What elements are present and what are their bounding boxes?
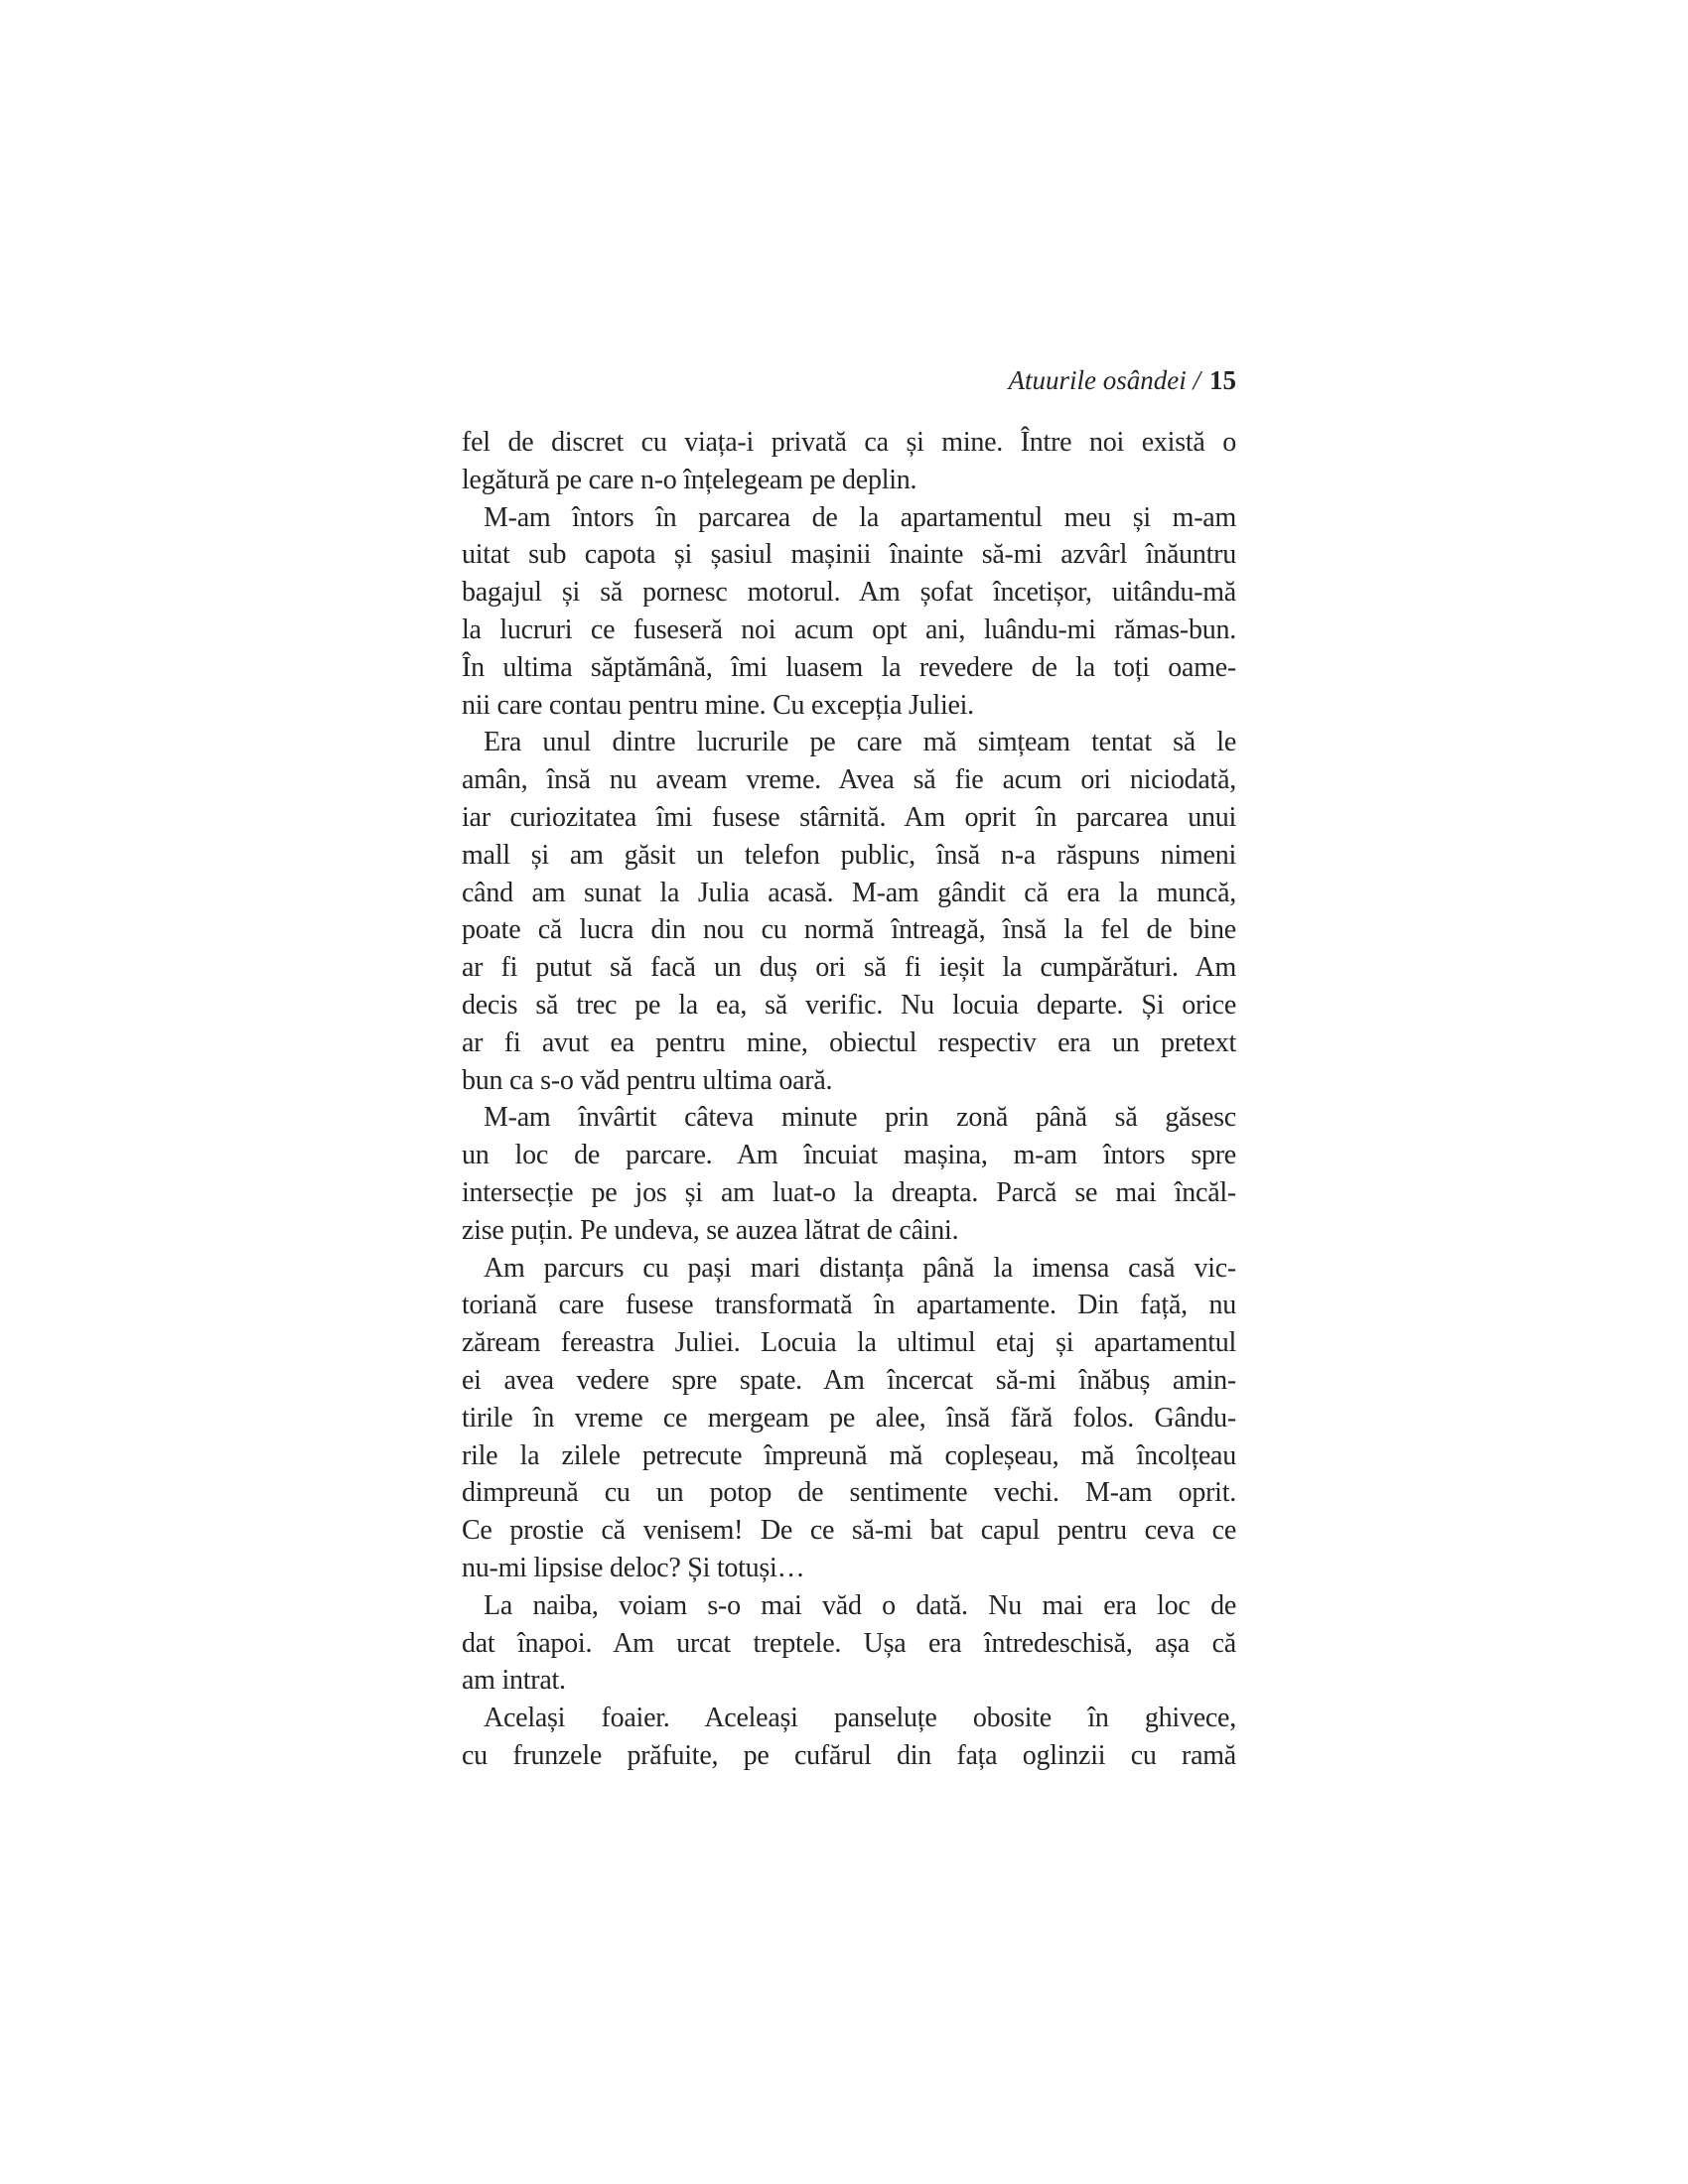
text-line: toriană care fusese transformată în apartamente. Din față, nu bbox=[462, 1290, 1236, 1321]
text-line: Am parcurs cu pași mari distanța până la imensa casă vic- bbox=[484, 1252, 1236, 1284]
text-line: amân, însă nu aveam vreme. Avea să fie acum ori niciodată, bbox=[462, 764, 1236, 796]
text-line: cu frunzele prăfuite, pe cufărul din fața oglinzii cu ramă bbox=[462, 1739, 1236, 1771]
text-line: uitat sub capota și șasiul mașinii înainte să-mi azvârl înăuntru bbox=[462, 539, 1236, 571]
text-line: zise puțin. Pe undeva, se auzea lătrat de câini. bbox=[462, 1214, 959, 1246]
text-line: M-am învârtit câteva minute prin zonă până să găsesc bbox=[484, 1102, 1236, 1134]
body-text bbox=[462, 424, 1236, 1775]
text-line: mall și am găsit un telefon public, însă n-a răspuns nimeni bbox=[462, 839, 1236, 871]
text-line: la lucruri ce fuseseră noi acum opt ani, luându-mi rămas-bun. bbox=[462, 614, 1236, 645]
text-line: În ultima săptămână, îmi luasem la revedere de la toți oame- bbox=[462, 651, 1236, 683]
text-line: intersecție pe jos și am luat-o la dreapta. Parcă se mai încăl- bbox=[462, 1176, 1236, 1208]
text-line: M-am întors în parcarea de la apartamentul meu și m-am bbox=[484, 501, 1236, 533]
text-line: zăream fereastra Juliei. Locuia la ultimul etaj și apartamentul bbox=[462, 1327, 1236, 1359]
text-line: ar fi avut ea pentru mine, obiectul respectiv era un pretext bbox=[462, 1026, 1236, 1058]
text-line: Același foaier. Aceleași panseluțe obosite în ghivece, bbox=[484, 1703, 1236, 1734]
text-line: nu-mi lipsise deloc? Și totuși… bbox=[462, 1552, 805, 1583]
text-line: când am sunat la Julia acasă. M-am gândit că era la muncă, bbox=[462, 877, 1236, 908]
text-line: dat înapoi. Am urcat treptele. Ușa era întredeschisă, așa că bbox=[462, 1627, 1236, 1659]
text-line: dimpreună cu un potop de sentimente vechi. M-am oprit. bbox=[462, 1477, 1236, 1509]
text-line: un loc de parcare. Am încuiat mașina, m-am întors spre bbox=[462, 1140, 1236, 1171]
text-line: decis să trec pe la ea, să verific. Nu locuia departe. Și orice bbox=[462, 989, 1236, 1021]
page-number: 15 bbox=[1209, 365, 1236, 395]
text-line: Ce prostie că venisem! De ce să-mi bat capul pentru ceva ce bbox=[462, 1515, 1236, 1547]
text-line: Era unul dintre lucrurile pe care mă simțeam tentat să le bbox=[484, 727, 1236, 758]
text-line: bun ca s-o văd pentru ultima oară. bbox=[462, 1064, 833, 1096]
text-line: La naiba, voiam s-o mai văd o dată. Nu mai era loc de bbox=[484, 1589, 1236, 1621]
running-header-title: Atuurile osândei / bbox=[1008, 365, 1200, 395]
text-line: ar fi putut să facă un duș ori să fi ieșit la cumpărături. Am bbox=[462, 952, 1236, 984]
text-line: ei avea vedere spre spate. Am încercat să-mi înăbuș amin- bbox=[462, 1364, 1236, 1396]
text-line: poate că lucra din nou cu normă întreagă, însă la fel de bine bbox=[462, 914, 1236, 946]
running-header bbox=[462, 362, 1236, 400]
text-line: fel de discret cu viața-i privată ca și mine. Între noi există o bbox=[462, 427, 1236, 458]
text-line: rile la zilele petrecute împreună mă copleșeau, mă încolțeau bbox=[462, 1439, 1236, 1471]
text-line: legătură pe care n-o înțelegeam pe deplin. bbox=[462, 464, 917, 495]
text-line: tirile în vreme ce mergeam pe alee, însă fără folos. Gându- bbox=[462, 1402, 1236, 1433]
text-line: bagajul și să pornesc motorul. Am șofat încetișor, uitându-mă bbox=[462, 577, 1236, 609]
text-line: am intrat. bbox=[462, 1665, 566, 1697]
text-line: iar curiozitatea îmi fusese stârnită. Am oprit în parcarea unui bbox=[462, 801, 1236, 833]
text-line: nii care contau pentru mine. Cu excepția Juliei. bbox=[462, 689, 974, 721]
